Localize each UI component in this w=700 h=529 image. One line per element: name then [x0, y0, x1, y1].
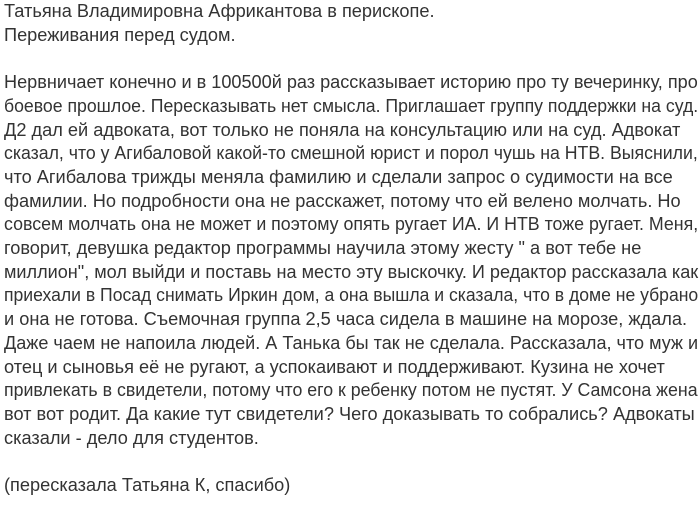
document — [4, 0, 698, 498]
body-line: Д2 дал ей адвоката, вот только не поняла на консультацию или на суд. Адвокат — [4, 119, 681, 140]
body-line: совсем молчать она не может и поэтому опять ругает ИА. И НТВ тоже ругает. Меня, — [4, 214, 699, 235]
body-line: говорит, девушка редактор программы научила этому жесту " а вот тебе не — [4, 238, 642, 259]
body-line: что Агибалова трижды меняла фамилию и сделали запрос о судимости на все — [4, 166, 673, 187]
body-line: боевое прошлое. Пересказывать нет смысла. Приглашает группу поддержки на суд. — [4, 95, 699, 116]
body-line: привлекать в свидетели, потому что его к ребенку потом не пустят. У Самсона жена — [4, 380, 698, 401]
body-line: приехали в Посад снимать Иркин дом, а она вышла и сказала, что в доме не убрано — [4, 285, 699, 306]
body-line: миллион", мол выйди и поставь на место эту выскочку. И редактор рассказала как — [4, 261, 699, 282]
body-line: отец и сыновья её не ругают, а успокаивают и поддерживают. Кузина не хочет — [4, 356, 665, 377]
paragraph-spacer — [4, 450, 698, 474]
header-subtitle-line: Переживания перед судом. — [4, 24, 236, 45]
footer-credit: (пересказала Татьяна К, спасибо) — [4, 475, 291, 496]
header — [4, 0, 698, 47]
body-line: и она не готова. Съемочная группа 2,5 часа сидела в машине на морозе, ждала. — [4, 309, 688, 330]
body-paragraph — [4, 71, 698, 450]
body-line: сказал, что у Агибаловой какой-то смешной юрист и порол чушь на НТВ. Выяснили, — [4, 143, 698, 164]
body-line: Даже чаем не напоила людей. А Танька бы так не сделала. Рассказала, что муж и — [4, 332, 699, 353]
body-line: вот вот родит. Да какие тут свидетели? Чего доказывать то собрались? Адвокаты — [4, 403, 695, 424]
body-line: сказали - дело для студентов. — [4, 427, 259, 448]
paragraph-spacer — [4, 47, 698, 71]
header-title-line: Татьяна Владимировна Африкантова в перископе. — [4, 1, 435, 21]
body-line: Нервничает конечно и в 100500й раз рассказывает историю про ту вечеринку, про — [4, 72, 698, 93]
body-line: фамилии. Но подробности она не расскажет, потому что ей велено молчать. Но — [4, 190, 681, 211]
